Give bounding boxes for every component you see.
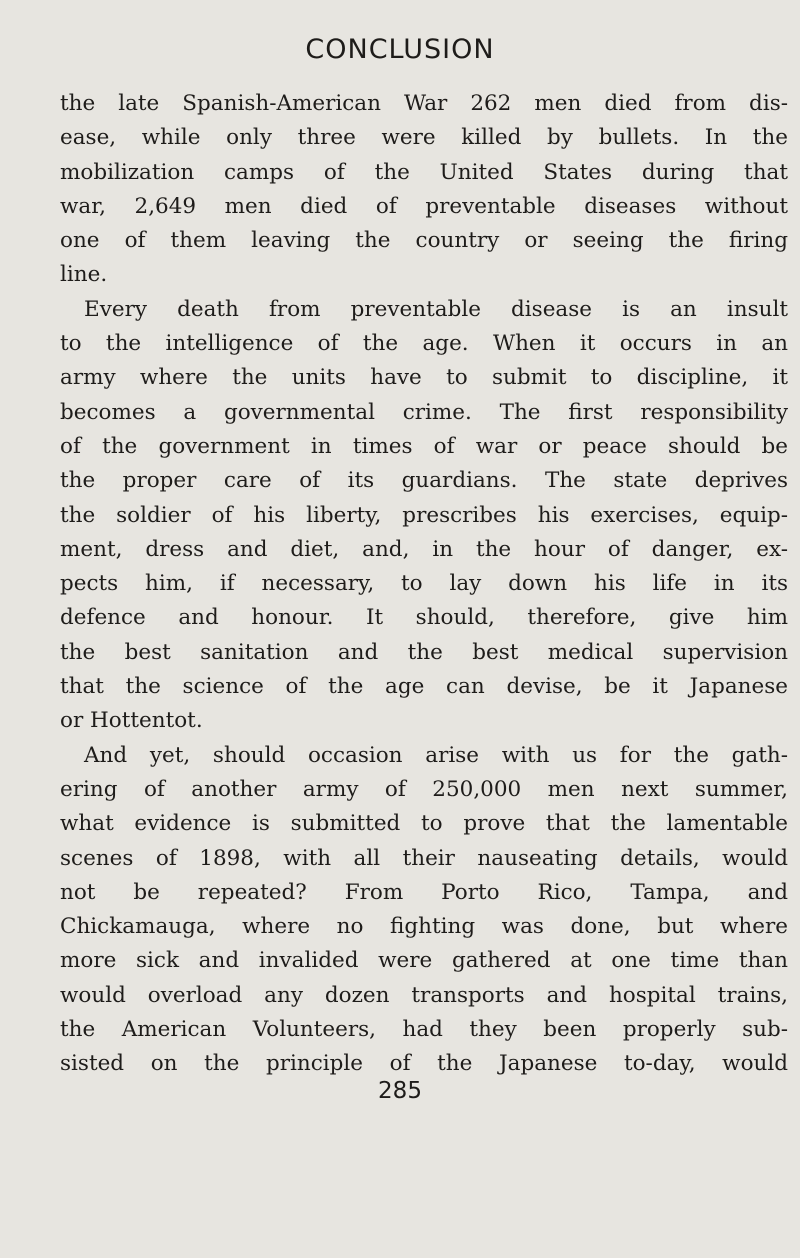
text-line: ering of another army of 250,000 men next summer, xyxy=(60,776,788,802)
text-line: to the intelligence of the age. When it occurs in an xyxy=(60,331,788,357)
text-line: the soldier of his liberty, prescribes his exercises, equip- xyxy=(60,502,788,528)
text-line: or Hottentot. xyxy=(60,708,203,734)
page-number: 285 xyxy=(378,1078,422,1104)
text-line: sisted on the principle of the Japanese to-day, would xyxy=(60,1051,788,1077)
text-line: ease, while only three were killed by bullets. In the xyxy=(60,125,788,151)
text-line: ment, dress and diet, and, in the hour of danger, ex- xyxy=(60,536,788,562)
text-line: more sick and invalided were gathered at one time than xyxy=(60,948,788,974)
text-line: becomes a governmental crime. The first responsibility xyxy=(60,399,788,425)
text-line: the proper care of its guardians. The state deprives xyxy=(60,468,788,494)
text-line: Every death from preventable disease is an insult xyxy=(84,296,788,322)
text-line: defence and honour. It should, therefore, give him xyxy=(60,605,788,631)
text-line: not be repeated? From Porto Rico, Tampa, and xyxy=(60,879,788,905)
text-line: that the science of the age can devise, be it Japanese xyxy=(60,674,788,700)
text-line: the best sanitation and the best medical supervision xyxy=(60,639,788,665)
text-line: what evidence is submitted to prove that the lamentable xyxy=(60,811,788,837)
text-line: mobilization camps of the United States during that xyxy=(60,159,788,185)
text-line: And yet, should occasion arise with us for the gath- xyxy=(84,742,788,768)
text-line: scenes of 1898, with all their nauseating details, would xyxy=(60,845,788,871)
text-line: would overload any dozen transports and hospital trains, xyxy=(60,982,788,1008)
body-text xyxy=(60,87,788,1082)
text-line: line. xyxy=(60,262,108,288)
running-head: CONCLUSION xyxy=(305,34,495,65)
text-line: pects him, if necessary, to lay down his life in its xyxy=(60,571,788,597)
text-line: the American Volunteers, had they been properly sub- xyxy=(60,1017,788,1043)
text-line: Chickamauga, where no fighting was done, but where xyxy=(60,914,788,940)
text-line: the late Spanish-American War 262 men died from dis- xyxy=(60,91,788,116)
text-line: war, 2,649 men died of preventable diseases without xyxy=(60,193,788,219)
text-line: of the government in times of war or peace should be xyxy=(60,433,788,459)
text-line: one of them leaving the country or seeing the firing xyxy=(60,228,788,254)
text-line: army where the units have to submit to discipline, it xyxy=(60,365,788,391)
